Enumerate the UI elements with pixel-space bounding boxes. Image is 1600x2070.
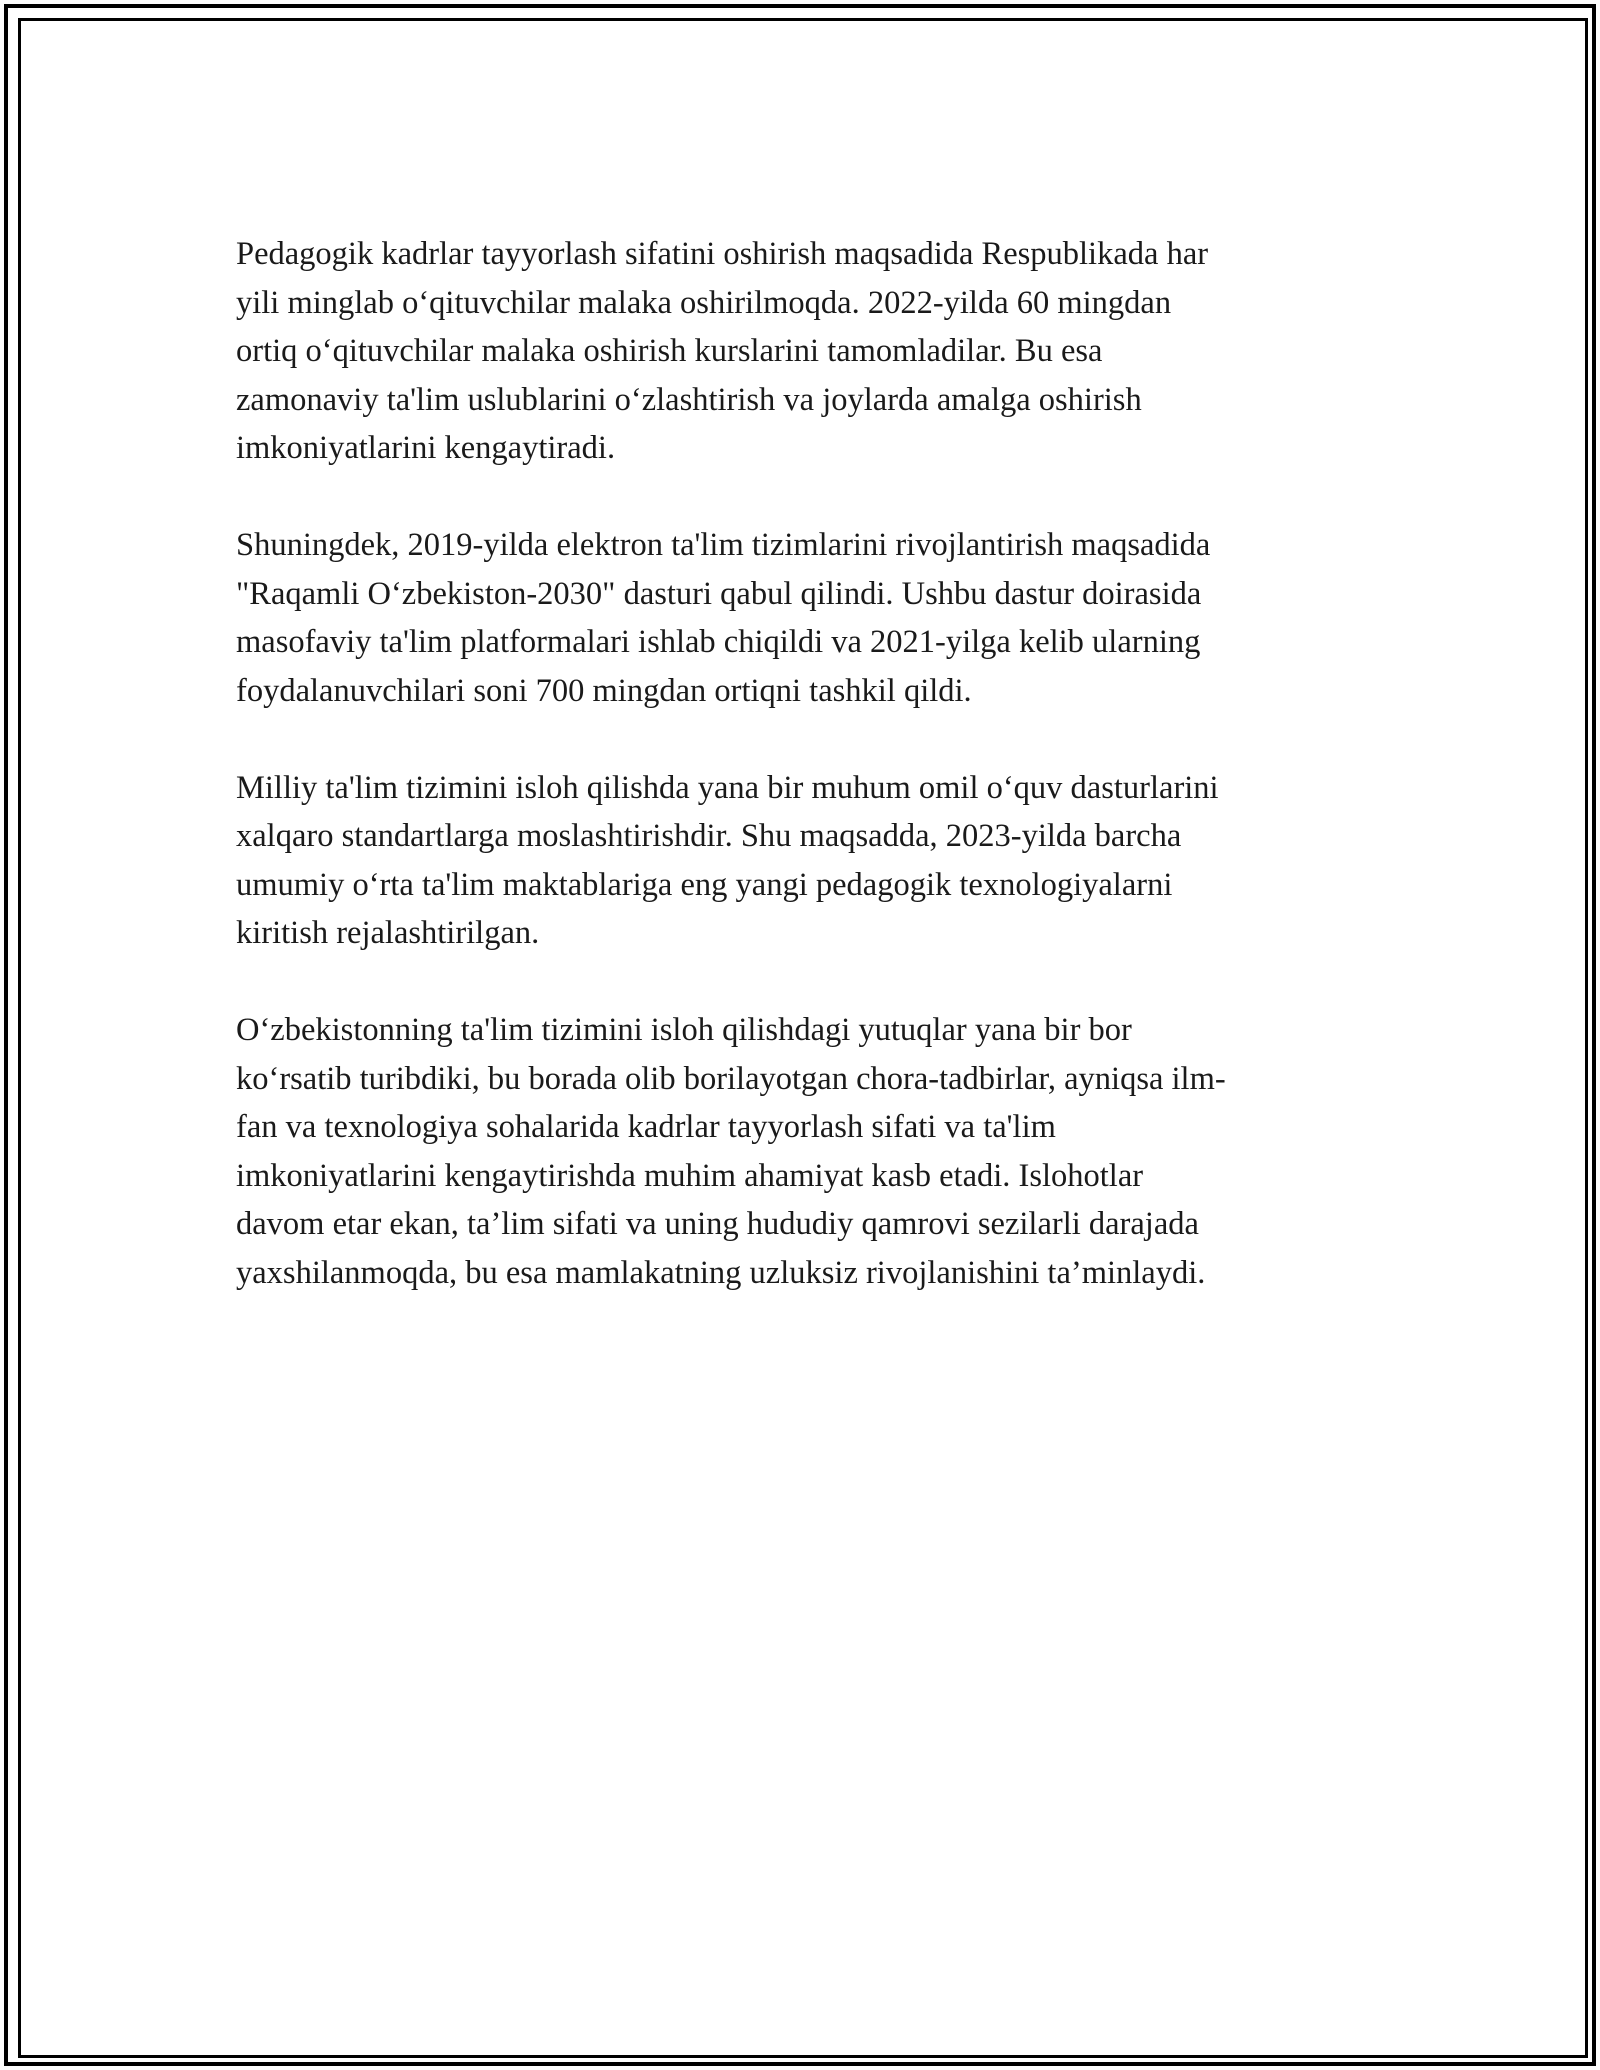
- paragraph-2: [236, 521, 1356, 715]
- text-line: Shuningdek, 2019-yilda elektron ta'lim tizimlarini rivojlantirish maqsadida: [236, 527, 1211, 563]
- text-line: foydalanuvchilari soni 700 mingdan ortiqni tashkil qildi.: [236, 672, 972, 709]
- text-line: imkoniyatlarini kengaytiradi.: [236, 430, 616, 466]
- text-line: xalqaro standartlarga moslashtirishdir. Shu maqsadda, 2023-yilda barcha: [236, 818, 1182, 854]
- text-line: yaxshilanmoqda, bu esa mamlakatning uzluksiz rivojlanishini ta’minlaydi.: [236, 1254, 1206, 1291]
- text-line: O‘zbekistonning ta'lim tizimini isloh qilishdagi yutuqlar yana bir bor: [236, 1012, 1132, 1048]
- document-body: [236, 230, 1356, 1346]
- paragraph-3: [236, 764, 1356, 958]
- text-line: Pedagogik kadrlar tayyorlash sifatini oshirish maqsadida Respublikada har: [236, 236, 1209, 272]
- text-line: kiritish rejalashtirilgan.: [236, 915, 540, 951]
- text-line: yili minglab o‘qituvchilar malaka oshirilmoqda. 2022-yilda 60 mingdan: [236, 284, 1172, 321]
- text-line: fan va texnologiya sohalarida kadrlar tayyorlash sifati va ta'lim: [236, 1109, 1056, 1145]
- paragraph-4: [236, 1006, 1356, 1297]
- text-line: umumiy o‘rta ta'lim maktablariga eng yangi pedagogik texnologiyalarni: [236, 866, 1173, 903]
- text-line: masofaviy ta'lim platformalari ishlab chiqildi va 2021-yilga kelib ularning: [236, 624, 1201, 660]
- paragraph-1: [236, 230, 1356, 473]
- text-line: ko‘rsatib turibdiki, bu borada olib borilayotgan chora-tadbirlar, ayniqsa ilm-: [236, 1060, 1226, 1097]
- text-line: davom etar ekan, ta’lim sifati va uning hududiy qamrovi sezilarli darajada: [236, 1206, 1199, 1242]
- text-line: ortiq o‘qituvchilar malaka oshirish kurslarini tamomladilar. Bu esa: [236, 333, 1103, 369]
- text-line: imkoniyatlarini kengaytirishda muhim ahamiyat kasb etadi. Islohotlar: [236, 1157, 1144, 1194]
- text-line: "Raqamli O‘zbekiston-2030" dasturi qabul qilindi. Ushbu dastur doirasida: [236, 575, 1202, 612]
- text-line: Milliy ta'lim tizimini isloh qilishda yana bir muhum omil o‘quv dasturlarini: [236, 769, 1219, 806]
- text-line: zamonaviy ta'lim uslublarini o‘zlashtirish va joylarda amalga oshirish: [236, 381, 1142, 418]
